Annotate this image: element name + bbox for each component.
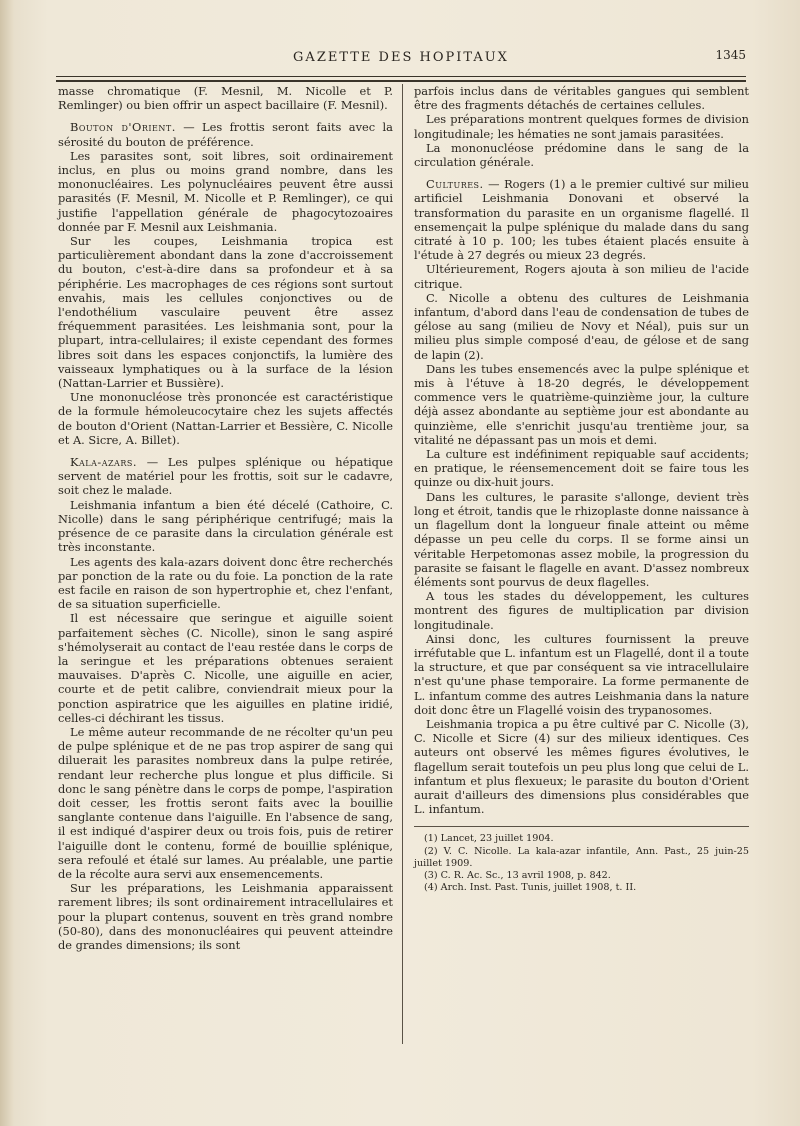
footnote: (2) V. C. Nicolle. La kala-azar infantile, Ann. Past., 25 juin-25 juillet 1909.	[414, 845, 749, 869]
journal-title: GAZETTE DES HOPITAUX	[293, 50, 509, 65]
paragraph-text: Les agents des kala-azars doivent donc être recherchés par ponction de la rate ou du foie. La ponction de la rate est facile en raison de son hypertrophie et, chez l'enfant, de sa situation superficielle.	[58, 554, 393, 612]
section-heading: Cultures.	[426, 177, 484, 192]
footnote: (1) Lancet, 23 juillet 1904.	[424, 833, 554, 845]
paragraph-text: Les parasites sont, soit libres, soit ordinairement inclus, en plus ou moins grand nombre, dans les mononucléaires. Les polynucléaires peuvent être aussi parasités (F. Mesnil, M. Nicolle et P. Remlinger), ce qui justifie l'appellation générale de phagocytozoaires donnée par F. Mesnil aux Leishmania.	[58, 148, 393, 234]
paragraph-text: La mononucléose prédomine dans le sang de la circulation générale.	[414, 140, 749, 170]
paragraph-text: — Les pulpes splénique ou hépatique servent de matériel pour les frottis, soit sur le cadavre, soit chez le malade.	[58, 455, 393, 498]
page-header	[56, 48, 746, 68]
right-column	[414, 84, 749, 894]
paragraph-text: Sur les coupes, Leishmania tropica est particulièrement abondant dans la zone d'accroissement du bouton, c'est-à-dire dans sa profondeur et à sa périphérie. Les macrophages de ces régions sont surtout envahis, mais les cellules conjonctives ou de l'endothélium vasculaire peuvent être assez fréquemment parasitées. Les leishmania sont, pour la plupart, intra-cellulaires; il existe cependant des formes libres soit dans les espaces conjonctifs, la lumière des vaisseaux lymphatiques ou à la surface de la lésion (Nattan-Larrier et Bussière).	[58, 234, 393, 391]
paragraph	[414, 589, 749, 632]
paragraph	[58, 84, 393, 112]
paragraph-text: Leishmania tropica a pu être cultivé par C. Nicolle (3), C. Nicolle et Sicre (4) sur des milieux identiques. Ces auteurs ont observé les mêmes figures évolutives, le flagellum serait toutefois un peu plus long que celui de L. infantum et plus flexueux; le parasite du bouton d'Orient aurait d'ailleurs des dimensions plus considérables que L. infantum.	[414, 716, 749, 817]
paragraph	[414, 291, 749, 362]
right-column-body	[414, 84, 749, 816]
paragraph	[58, 555, 393, 612]
paragraph	[414, 141, 749, 169]
paragraph-text: Il est nécessaire que seringue et aiguille soient parfaitement sèches (C. Nicolle), sinon le sang aspiré s'hémolyserait au contact de l'eau restée dans le corps de la seringue et les préparations obtenues seraient mauvaises. D'après C. Nicolle, une aiguille en acier, courte et de petit calibre, conviendrait mieux pour la ponction aspiratrice que les aiguilles en platine iridié, celles-ci déchirant les tissus.	[58, 611, 393, 725]
paragraph	[414, 490, 749, 589]
footnote: (4) Arch. Inst. Past. Tunis, juillet 1908, t. II.	[424, 882, 637, 894]
paragraph	[414, 112, 749, 140]
paragraph-text: Sur les préparations, les Leishmania apparaissent rarement libres; ils sont ordinairement intracellulaires et pour la plupart contenus, souvent en très grand nombre (50-80), dans des mononucléaires qui peuvent atteindre de grandes dimensions; ils sont	[58, 881, 393, 952]
paragraph	[414, 717, 749, 816]
paragraph	[58, 149, 393, 234]
footnote: (3) C. R. Ac. Sc., 13 avril 1908, p. 842.	[424, 869, 611, 881]
binding-edge	[0, 0, 14, 1126]
paragraph-text: Ultérieurement, Rogers ajouta à son milieu de l'acide citrique.	[414, 262, 749, 291]
paragraph-text: A tous les stades du développement, les cultures montrent des figures de multiplication par division longitudinale.	[414, 589, 749, 632]
paragraph	[58, 234, 393, 390]
paragraph-text: — Les frottis seront faits avec la sérosité du bouton de préférence.	[58, 120, 393, 149]
paragraph	[414, 177, 749, 262]
paragraph-text: Dans les cultures, le parasite s'allonge, devient très long et étroit, tandis que le rhizoplaste donne naissance à un flagellum dont la longueur finale atteint ou même dépasse un peu celle du corps. Il se forme ainsi un véritable Herpetomonas assez mobile, la progression du parasite se faisant le flagelle en avant. D'assez nombreux éléments sont pourvus de deux flagelles.	[414, 489, 749, 589]
paragraph-text: parfois inclus dans de véritables gangues qui semblent être des fragments détachés de certaines cellules.	[414, 84, 749, 113]
paragraph	[58, 611, 393, 725]
header-rule-thick	[56, 80, 746, 82]
paragraph-text: Le même auteur recommande de ne récolter qu'un peu de pulpe splénique et de ne pas trop aspirer de sang qui diluerait les parasites nombreux dans la pulpe retirée, rendant leur recherche plus longue et plus difficile. Si donc le sang pénètre dans le corps de pompe, l'aspiration doit cesser, les frottis seront faits avec la bouillie sanglante contenue dans l'aiguille. En l'absence de sang, il est indiqué d'aspirer deux ou trois fois, puis de retirer l'aiguille dont le contenu, formé de bouillie splénique, sera refoulé et étalé sur lames. Au préalable, une partie de la récolte aura servi aux ensemencements.	[58, 724, 393, 881]
paragraph	[58, 120, 393, 148]
paragraph-text: Les préparations montrent quelques formes de division longitudinale; les hématies ne sont jamais parasitées.	[414, 112, 749, 141]
paragraph	[414, 262, 749, 290]
left-column	[58, 84, 393, 952]
section-heading: Kala-azars.	[70, 455, 137, 470]
paragraph-text: La culture est indéfiniment repiquable sauf accidents; en pratique, le réensemencement doit se faire tous les quinze ou dix-huit jours.	[414, 447, 749, 490]
paragraph-text: — Rogers (1) a le premier cultivé sur milieu artificiel Leishmania Donovani et observé la transformation du parasite en un organisme flagellé. Il ensemençait la pulpe splénique du malade dans du sang citraté à 10 p. 100; les tubes étaient placés ensuite à l'étude à 27 degrés ou mieux 23 degrés.	[414, 177, 749, 263]
footnotes	[414, 826, 749, 894]
paragraph	[58, 881, 393, 952]
paragraph	[58, 498, 393, 555]
paragraph-text: Dans les tubes ensemencés avec la pulpe splénique et mis à l'étuve à 18-20 degrés, le développement commence vers le quatrième-quinzième jour, la culture déjà assez abondante au septième jour est abondante au quinzième, elle s'enrichit jusqu'au trentième jour, sa vitalité ne dépassant pas un mois et demi.	[414, 361, 749, 447]
page-number: 1345	[715, 48, 746, 62]
paragraph	[414, 632, 749, 717]
paragraph-text: Une mononucléose très prononcée est caractéristique de la formule hémoleucocytaire chez les sujets affectés de bouton d'Orient (Nattan-Larrier et Bessière, C. Nicolle et A. Sicre, A. Billet).	[58, 390, 393, 447]
column-divider	[402, 84, 403, 1044]
paragraph-text: masse chromatique (F. Mesnil, M. Nicolle et P. Remlinger) ou bien offrir un aspect bacillaire (F. Mesnil).	[58, 84, 393, 113]
paragraph-text: Leishmania infantum a bien été décelé (Cathoire, C. Nicolle) dans le sang périphérique centrifugé; mais la présence de ce parasite dans la circulation générale est très inconstante.	[58, 497, 393, 555]
paragraph	[58, 455, 393, 498]
section-heading: Bouton d'Orient.	[70, 120, 176, 135]
paragraph-text: Ainsi donc, les cultures fournissent la preuve irréfutable que L. infantum est un Flagellé, dont il a toute la structure, et que par conséquent sa vie intracellulaire n'est qu'une phase temporaire. La forme permanente de L. infantum comme des autres Leishmania dans la nature doit donc être un Flagellé voisin des trypanosomes.	[414, 631, 749, 717]
paragraph	[414, 447, 749, 490]
paragraph	[58, 390, 393, 447]
paragraph-text: C. Nicolle a obtenu des cultures de Leishmania infantum, d'abord dans l'eau de condensation de tubes de gélose au sang (milieu de Novy et Néal), puis sur un milieu plus simple composé d'eau, de gélose et de sang de lapin (2).	[414, 290, 749, 362]
header-rule-thin	[56, 76, 746, 77]
paragraph	[414, 84, 749, 112]
paragraph	[414, 362, 749, 447]
paragraph	[58, 725, 393, 881]
